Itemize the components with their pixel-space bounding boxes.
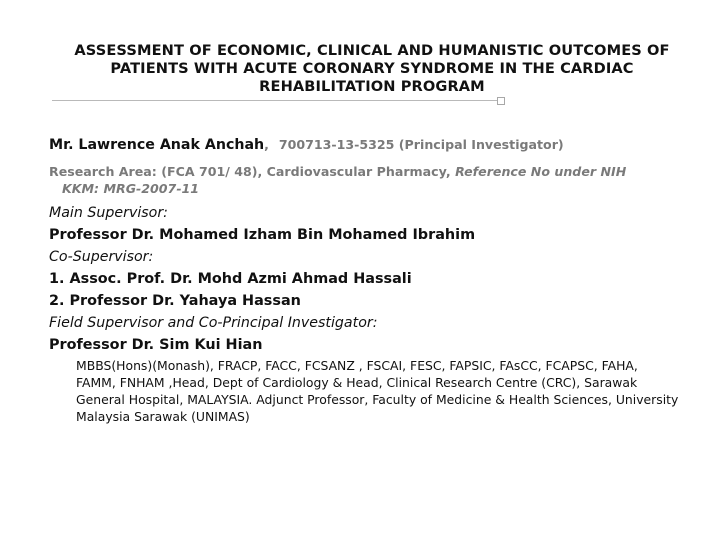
principal-investigator-line [49,136,719,154]
slide-body [49,136,719,425]
credentials-line-3: General Hospital, MALAYSIA. Adjunct Professor, Faculty of Medicine & Health Sciences, University [76,392,679,407]
pi-id-role: 700713-13-5325 (Principal Investigator) [278,137,564,152]
field-supervisor-name: Professor Dr. Sim Kui Hian [49,337,263,353]
title-underline-square [497,97,505,105]
title-line-1: ASSESSMENT OF ECONOMIC, CLINICAL AND HUMANISTIC OUTCOMES OF [74,42,670,59]
field-supervisor-label: Field Supervisor and Co-Principal Investigator: [49,315,378,331]
co-supervisor-2: 2. Professor Dr. Yahaya Hassan [49,293,301,309]
credentials-line-1: MBBS(Hons)(Monash), FRACP, FACC, FCSANZ , FSCAI, FESC, FAPSIC, FAsCC, FCAPSC, FAHA, [76,358,638,373]
main-supervisor-name: Professor Dr. Mohamed Izham Bin Mohamed Ibrahim [49,227,476,243]
credentials-line-2: FAMM, FNHAM ,Head, Dept of Cardiology & Head, Clinical Research Centre (CRC), Sarawak [76,375,638,390]
title-underline [52,100,502,101]
credentials-line-4: Malaysia Sarawak (UNIMAS) [76,409,250,424]
slide-title [52,42,692,96]
pi-separator: , [264,137,269,152]
title-line-3: REHABILITATION PROGRAM [259,78,485,95]
research-area [49,163,719,197]
research-area-prefix: Research Area: (FCA 701/ 48), Cardiovascular Pharmacy, [49,164,451,179]
co-supervisor-1: 1. Assoc. Prof. Dr. Mohd Azmi Ahmad Hassali [49,271,412,287]
main-supervisor-label: Main Supervisor: [49,205,168,221]
research-reference-line-1: Reference No under NIH [455,164,627,179]
research-reference-line-2: KKM: MRG-2007-11 [62,181,200,196]
title-line-2: PATIENTS WITH ACUTE CORONARY SYNDROME IN THE CARDIAC [110,60,634,77]
pi-name: Mr. Lawrence Anak Anchah [49,137,265,153]
co-supervisor-label: Co-Supervisor: [49,249,154,265]
field-supervisor-credentials [49,357,719,425]
